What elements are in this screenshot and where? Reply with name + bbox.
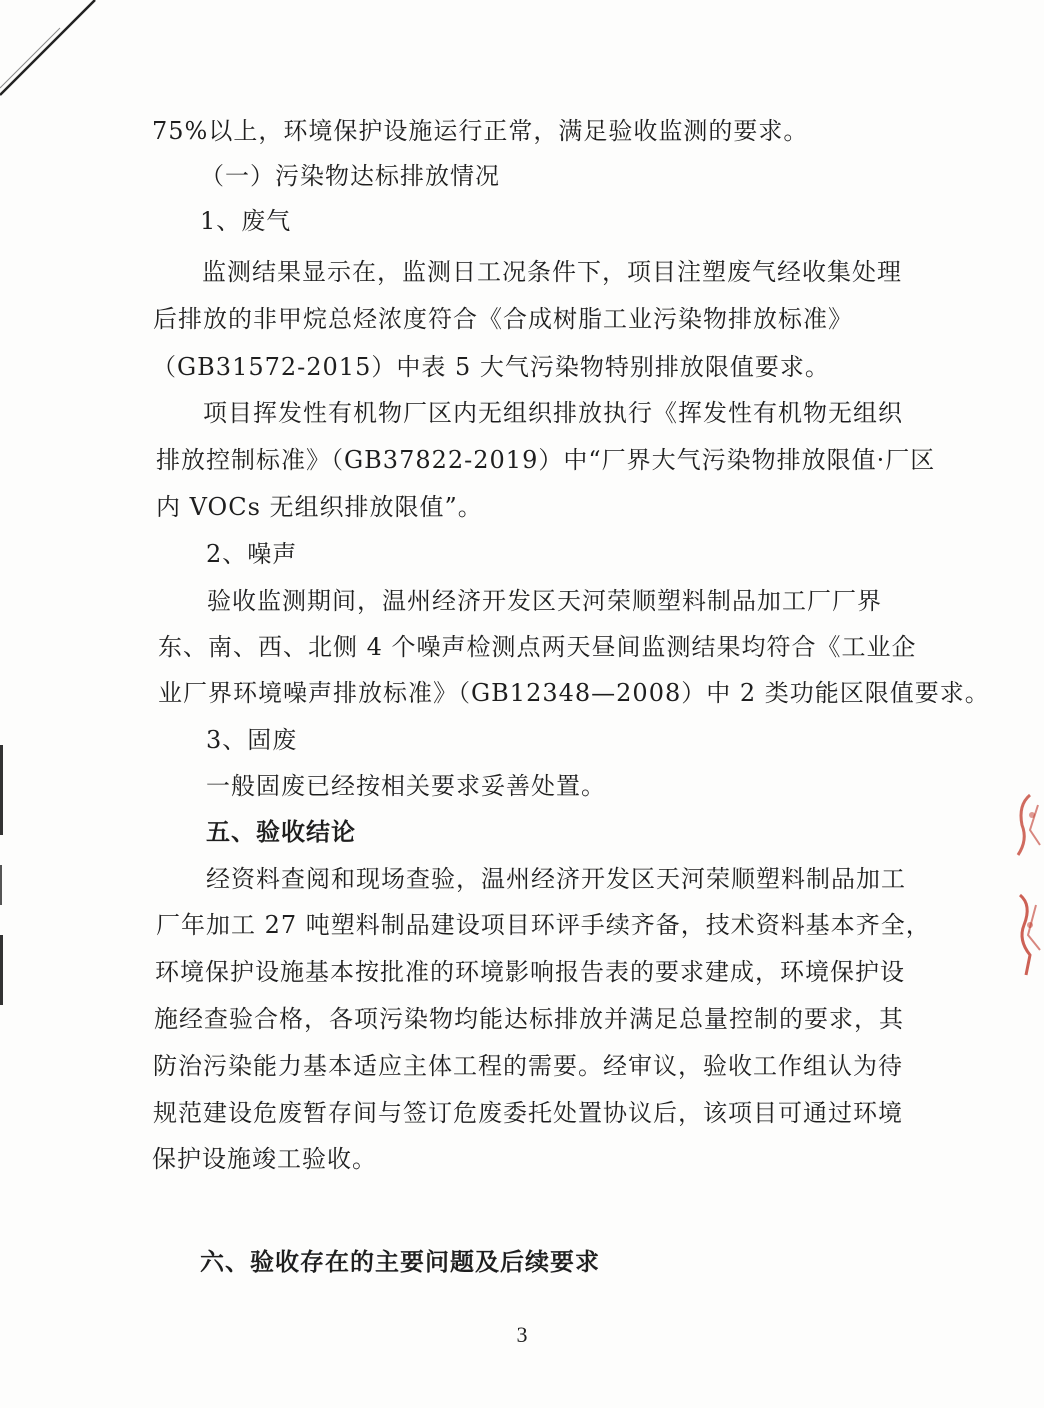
binding-edge-marks bbox=[0, 745, 8, 1015]
subsection-heading: 2、噪声 bbox=[206, 540, 298, 568]
text-line: 75%以上，环境保护设施运行正常，满足验收监测的要求。 bbox=[152, 117, 809, 145]
text-line: （GB31572-2015）中表 5 大气污染物特别排放限值要求。 bbox=[152, 353, 830, 381]
text-line: 业厂界环境噪声排放标准》（GB12348—2008）中 2 类功能区限值要求。 bbox=[158, 679, 990, 707]
section-heading: （一）污染物达标排放情况 bbox=[200, 162, 500, 190]
section-heading: 五、验收结论 bbox=[206, 817, 356, 846]
text-line: 内 VOCs 无组织排放限值”。 bbox=[156, 493, 483, 521]
page-number: 3 bbox=[516, 1322, 528, 1347]
subsection-heading: 3、固废 bbox=[206, 726, 298, 754]
text-line: 保护设施竣工验收。 bbox=[152, 1145, 377, 1173]
text-line: 后排放的非甲烷总烃浓度符合《合成树脂工业污染物排放标准》 bbox=[153, 305, 853, 333]
seal-stamp-fragment bbox=[1000, 785, 1044, 985]
text-line: 一般固废已经按相关要求妥善处置。 bbox=[206, 772, 606, 800]
text-line: 监测结果显示在，监测日工况条件下，项目注塑废气经收集处理 bbox=[202, 258, 902, 286]
text-line: 防治污染能力基本适应主体工程的需要。经审议，验收工作组认为待 bbox=[153, 1052, 903, 1080]
text-line: 东、南、西、北侧 4 个噪声检测点两天昼间监测结果均符合《工业企 bbox=[158, 633, 917, 661]
text-line: 厂年加工 27 吨塑料制品建设项目环评手续齐备，技术资料基本齐全， bbox=[156, 911, 931, 939]
text-line: 施经查验合格，各项污染物均能达标排放并满足总量控制的要求，其 bbox=[154, 1005, 904, 1033]
text-line: 项目挥发性有机物厂区内无组织排放执行《挥发性有机物无组织 bbox=[203, 399, 903, 427]
text-line: 经资料查阅和现场查验，温州经济开发区天河荣顺塑料制品加工 bbox=[206, 865, 906, 893]
text-line: 环境保护设施基本按批准的环境影响报告表的要求建成，环境保护设 bbox=[155, 958, 905, 986]
subsection-heading: 1、废气 bbox=[200, 207, 292, 235]
text-line: 排放控制标准》（GB37822-2019）中“厂界大气污染物排放限值·厂区 bbox=[156, 446, 936, 474]
text-line: 验收监测期间，温州经济开发区天河荣顺塑料制品加工厂厂界 bbox=[207, 587, 882, 615]
section-heading: 六、验收存在的主要问题及后续要求 bbox=[200, 1247, 600, 1276]
corner-fold-mark bbox=[0, 0, 120, 110]
text-line: 规范建设危废暂存间与签订危废委托处置协议后，该项目可通过环境 bbox=[153, 1099, 903, 1127]
